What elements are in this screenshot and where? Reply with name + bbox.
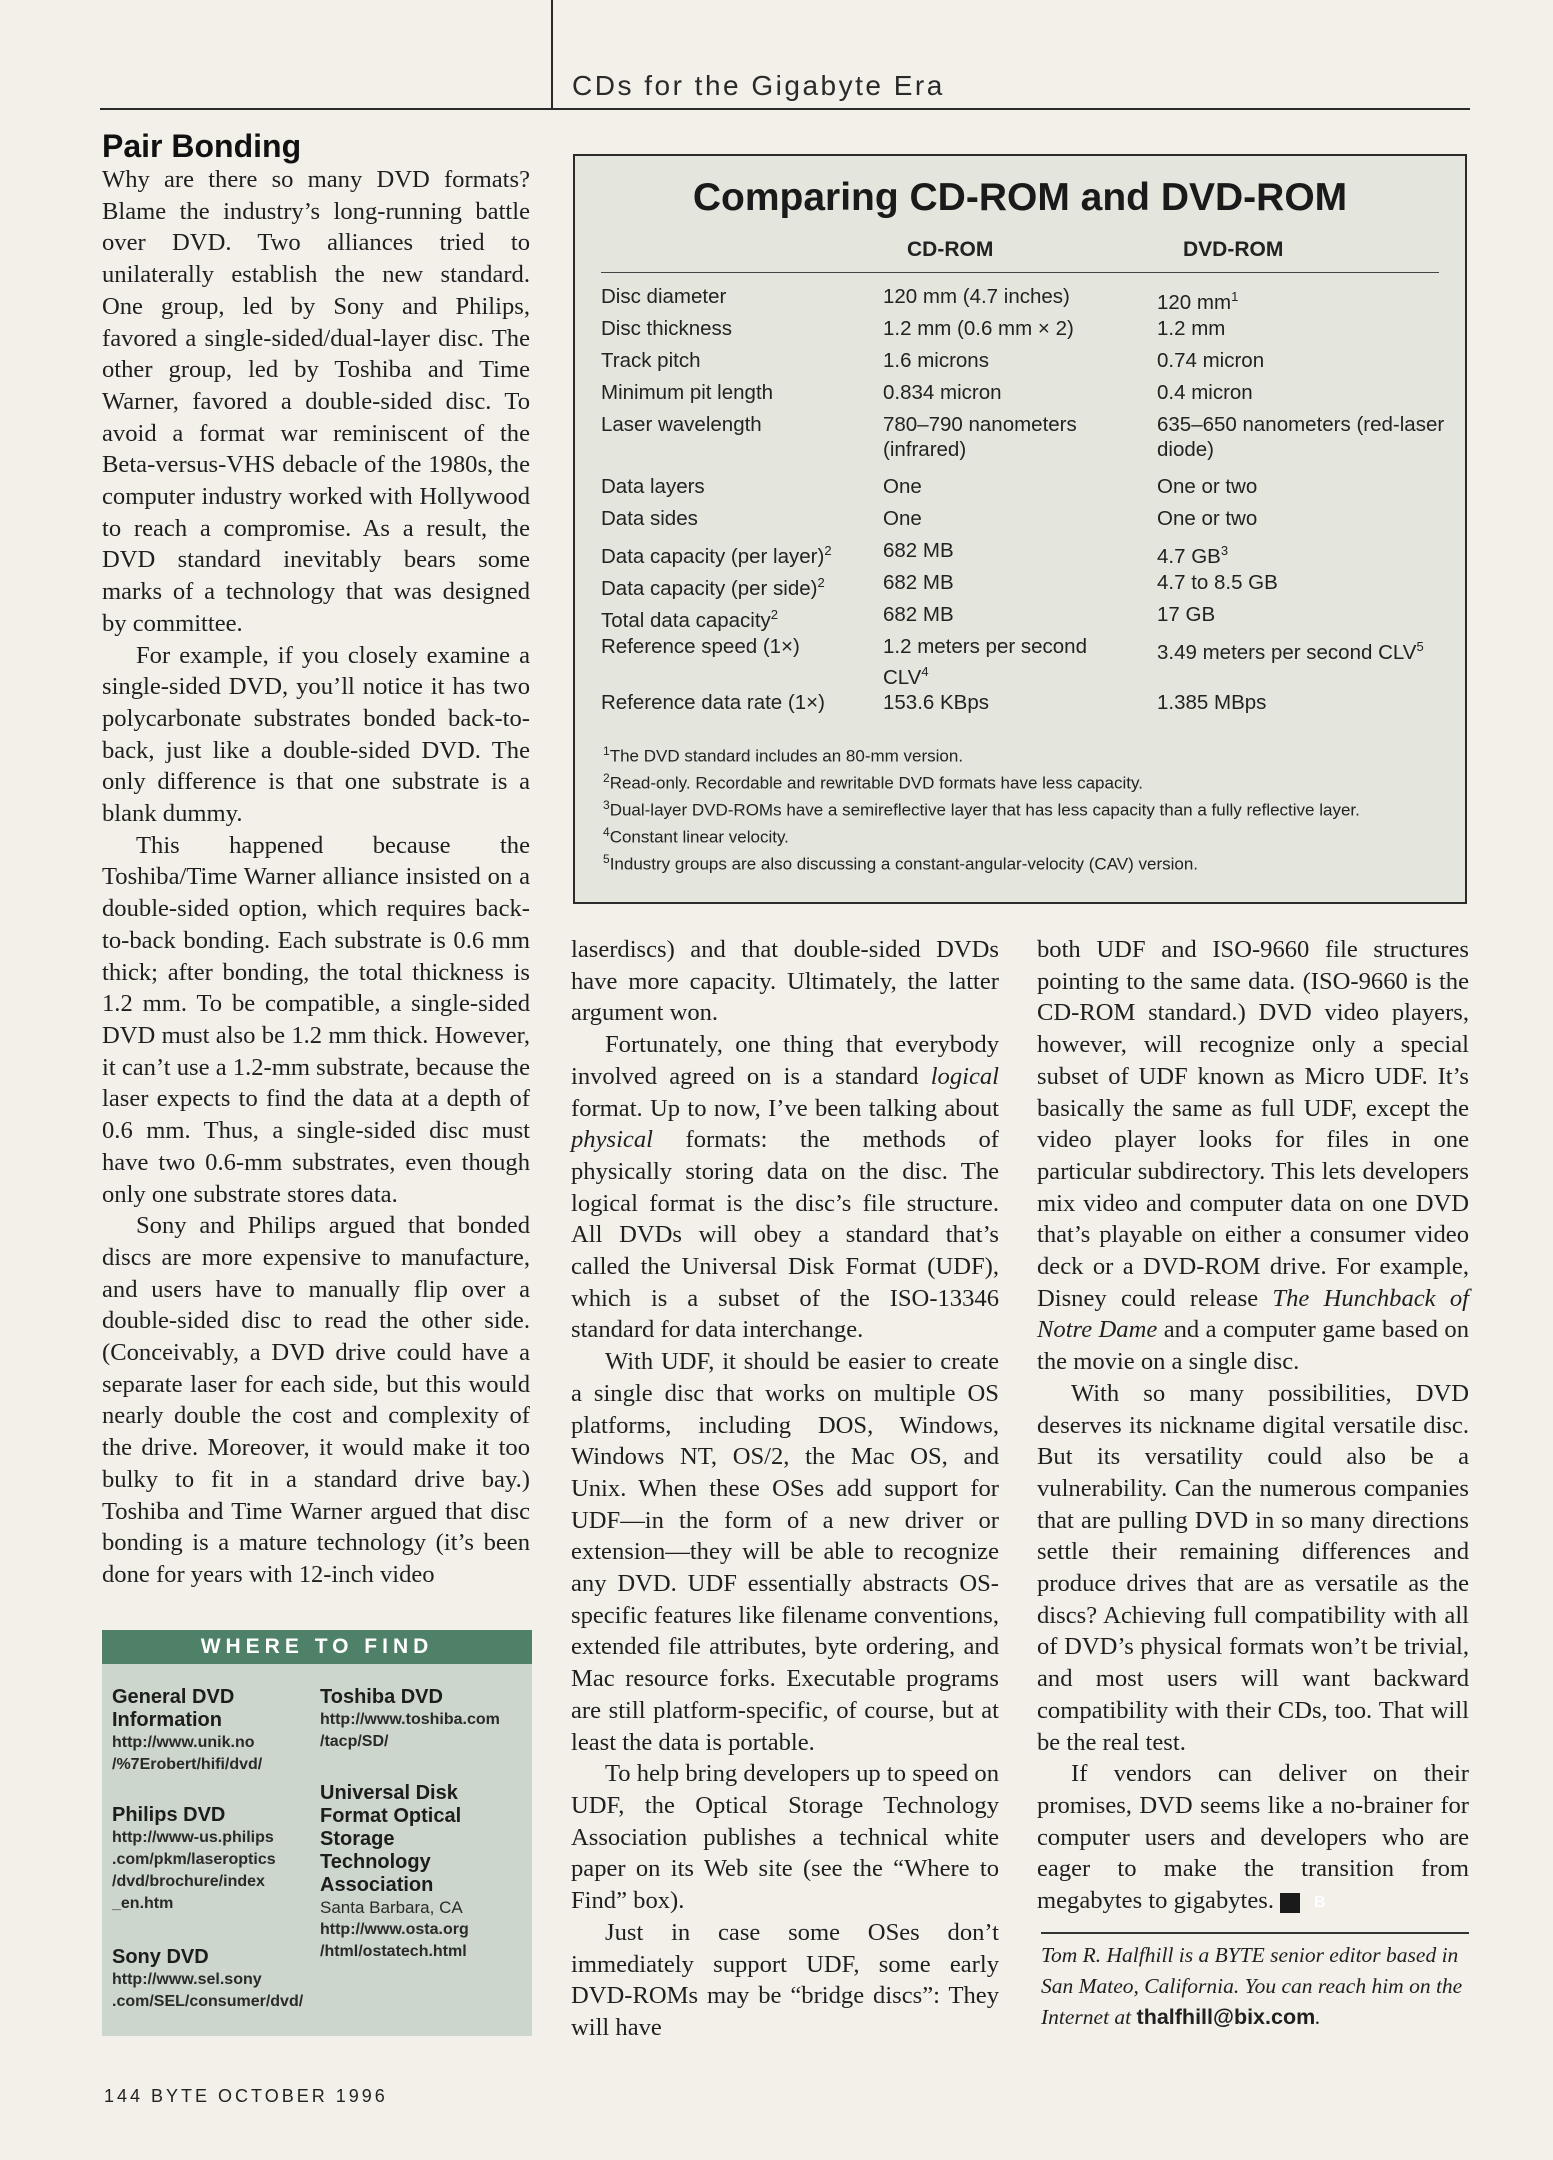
cd-rom-value: 1.2 mm (0.6 mm × 2) [883, 317, 1074, 340]
row-label: Reference speed (1×) [601, 635, 800, 658]
table-header-rule [601, 272, 1439, 273]
dvd-rom-value: 3.49 meters per second CLV$^5$ [1157, 639, 1424, 664]
dvd-rom-value: One or two [1157, 475, 1258, 498]
paragraph: To help bring developers up to speed on UDF, the Optical Storage Technology Association publishes a technical white paper on its Web site (see the “Where to Find” box). [571, 1760, 999, 1915]
row-label: Laser wavelength [601, 413, 762, 436]
comparison-table-box [573, 154, 1467, 904]
paragraph: With so many possibilities, DVD deserves its nickname digital versatile disc. But its versatility could also be a vulnerability. Can the numerous companies that are pulling DVD in so many directions settle their remaining differences and produce drives that are as versatile as the discs? Achieving full compatibility with all of DVD’s physical formats won’t be trivial, and most users will want backward compatibility with their CDs, too. That will be the real test. [1037, 1379, 1469, 1756]
footnote-marker: 4 [921, 664, 929, 679]
resource-name: Sony DVD [112, 1946, 209, 1968]
footnote-marker: 3 [1220, 543, 1229, 558]
dvd-rom-value: One or two [1157, 507, 1258, 530]
cd-rom-value: 682 MB [883, 603, 954, 626]
table-title: Comparing CD-ROM and DVD-ROM [692, 176, 1348, 219]
dvd-rom-value: 1.2 mm [1157, 317, 1226, 340]
resource-url[interactable]: /%7Erobert/hifi/dvd/ [112, 1756, 263, 1773]
column-header-dvd-rom: DVD-ROM [1183, 238, 1284, 261]
row-label: Track pitch [601, 349, 701, 372]
paragraph: For example, if you closely examine a single-sided DVD, you’ll notice it has two polycarbonate substrates bonded back-to-back, just like a double-sided DVD. The only difference is that one substrate is a blank dummy. [102, 641, 530, 828]
paragraph: laserdiscs) and that double-sided DVDs have more capacity. Ultimately, the latter argument won. [571, 936, 999, 1027]
dvd-rom-value: 635–650 nanometers (red-laser diode) [1157, 413, 1445, 461]
footnote-marker: 1 [1231, 289, 1239, 304]
row-label: Data sides [601, 507, 698, 530]
paragraph: With UDF, it should be easier to create a single disc that works on multiple OS platforms, including DOS, Windows, Windows NT, OS/2, the Mac OS, and Unix. When these OSes add support for UDF—in the form of a new driver or extension—they will be able to recognize any DVD. UDF essentially abstracts OS-specific features like filename conventions, extended file attributes, byte ordering, and Mac resource forks. Executable programs are still platform-specific, of course, but at least the data is portable. [571, 1348, 999, 1756]
running-head: CDs for the Gigabyte Era [572, 70, 945, 101]
cd-rom-value: 682 MB [883, 571, 954, 594]
cd-rom-value: 120 mm (4.7 inches) [883, 285, 1070, 308]
resource-general-dvd [112, 1686, 312, 1776]
row-label: Minimum pit length [601, 381, 774, 404]
dvd-rom-value: 4.7 to 8.5 GB [1157, 571, 1278, 594]
resource-url[interactable]: http://www.osta.org [320, 1921, 469, 1938]
resource-osta [320, 1782, 490, 1963]
resource-toshiba-dvd [320, 1686, 530, 1753]
emphasis: physical [571, 1126, 653, 1154]
article-column-2 [571, 934, 999, 2044]
resource-location: Santa Barbara, CA [320, 1898, 463, 1917]
resource-name: General DVD Information [112, 1686, 235, 1731]
table-footnote: $^4$Constant linear velocity. [603, 825, 789, 847]
section-heading: Pair Bonding [102, 128, 302, 164]
cd-rom-value: 780–790 nanometers (infrared) [883, 413, 1077, 461]
row-label: Total data capacity$^2$ [601, 607, 779, 632]
where-to-find-box [102, 1630, 532, 2036]
resource-sony-dvd [112, 1946, 317, 2013]
row-label: Disc thickness [601, 317, 733, 340]
author-bio: Tom R. Halfhill is a BYTE senior editor based in San Mateo, California. You can reach him on the Internet at thalfhill@bix.com. [1041, 1943, 1463, 2029]
column-header-cd-rom: CD-ROM [907, 238, 994, 261]
emphasis: The Hunchback of Notre Dame [1037, 1284, 1469, 1344]
resource-url[interactable]: _en.htm [112, 1895, 174, 1912]
row-label: Disc diameter [601, 285, 727, 308]
dvd-rom-value: 120 $mm^1$ [1157, 289, 1239, 314]
footnote-marker: 2 [770, 607, 779, 622]
cd-rom-value: One [883, 507, 922, 530]
row-label: Reference data rate (1×) [601, 691, 825, 714]
cd-rom-value: 1.2 meters per second CLV$^4$ [883, 635, 1087, 689]
footnote-marker: 2 [824, 543, 832, 558]
page-footer: 144 BYTE OCTOBER 1996 [104, 2086, 388, 2106]
dvd-rom-value: 1.385 MBps [1157, 691, 1267, 714]
row-label: Data capacity (per side)$^2$ [601, 575, 825, 600]
resource-url[interactable]: /tacp/SD/ [320, 1733, 389, 1750]
dvd-rom-value: 17 GB [1157, 603, 1216, 626]
table-footnote: $^5$Industry groups are also discussing a constant-angular-velocity (CAV) version. [603, 852, 1199, 874]
row-label: Data layers [601, 475, 705, 498]
resource-url[interactable]: http://www-us.philips [112, 1829, 274, 1846]
paragraph: This happened because the Toshiba/Time Warner alliance insisted on a double-sided option, which requires back-to-back bonding. Each substrate is 0.6 mm thick; after bonding, the total thickness is 1.2 mm. To be compatible, a single-sided DVD must also be 1.2 mm thick. However, it can’t use a 1.2-mm substrate, because the laser expects to find the data at a depth of 0.6 mm. Thus, a single-sided disc must have two 0.6-mm substrates, even though only one substrate stores data. [102, 831, 530, 1208]
paragraph: Sony and Philips argued that bonded discs are more expensive to manufacture, and users have to manually flip over a double-sided disc to read the other side. (Conceivably, a DVD drive could have a separate laser for each side, but this would nearly double the cost and complexity of the drive. Moreover, it would make it too bulky to fit in a standard drive bay.) Toshiba and Time Warner argued that disc bonding is a mature technology (it’s been done for years with 12-inch video [102, 1212, 530, 1588]
paragraph: Why are there so many DVD formats? Blame the industry’s long-running battle over DVD. Two alliances tried to unilaterally establish the new standard. One group, led by Sony and Philips, favored a single-sided/dual-layer disc. The other group, led by Toshiba and Time Warner, favored a double-sided disc. To avoid a format war reminiscent of the Beta-versus-VHS debacle of the 1980s, the computer industry worked with Hollywood to reach a compromise. As a result, the DVD standard inevitably bears some marks of a technology that was designed by committee. [102, 166, 530, 637]
cd-rom-value: 153.6 KBps [883, 691, 989, 714]
cd-rom-value: One [883, 475, 922, 498]
cd-rom-value: 0.834 micron [883, 381, 1002, 404]
author-email-link[interactable]: thalfhill@bix.com [1136, 2005, 1316, 2029]
resource-url[interactable]: http://www.toshiba.com [320, 1711, 500, 1728]
row-label: Data capacity (per layer)$^2$ [601, 543, 832, 568]
resource-url[interactable]: /dvd/brochure/index [112, 1873, 265, 1890]
resource-name: Toshiba DVD [320, 1686, 443, 1708]
table-footnote: $^1$The DVD standard includes an 80-mm version. [603, 744, 964, 766]
cd-rom-value: 682 MB [883, 539, 954, 562]
paragraph: If vendors can deliver on their promises, DVD seems like a no-brainer for computer users and developers who are eager to make the transition from megabytes to gigabytes. B [1037, 1760, 1469, 1915]
article-column-3 [1037, 934, 1469, 1917]
cd-rom-value: 1.6 microns [883, 349, 989, 372]
resource-url[interactable]: .com/pkm/laseroptics [112, 1851, 276, 1868]
dvd-rom-value: 4.7 $GB^3$ [1157, 543, 1229, 568]
dvd-rom-value: 0.4 micron [1157, 381, 1253, 404]
resource-url[interactable]: http://www.unik.no [112, 1734, 255, 1751]
paragraph: both UDF and ISO-9660 file structures pointing to the same data. (ISO-9660 is the CD-ROM standard.) DVD video players, however, will recognize only a special subset of UDF known as Micro UDF. It’s basically the same as full UDF, except the video player looks for files in one particular subdirectory. This lets developers mix video and computer data on one DVD that’s playable on either a consumer video deck or a DVD-ROM drive. For example, Disney could release The Hunchback of Notre Dame and a computer game based on the movie on a single disc. [1037, 936, 1469, 1376]
resource-url[interactable]: .com/SEL/consumer/dvd/ [112, 1993, 304, 2010]
resource-name: Universal Disk Format Optical Storage Technology Association [320, 1782, 462, 1896]
paragraph: Just in case some OSes don’t immediately support UDF, some early DVD-ROMs may be “bridge discs”: They will have [571, 1918, 999, 2041]
header-vertical-rule [551, 0, 553, 108]
paragraph: Fortunately, one thing that everybody involved agreed on is a standard logical format. Up to now, I’ve been talking about physical formats: the methods of physically storing data on the disc. The logical format is the disc’s file structure. All DVDs will obey a standard that’s called the Universal Disk Format (UDF), which is a subset of the ISO-13346 standard for data interchange. [571, 1031, 999, 1344]
resource-name: Philips DVD [112, 1804, 226, 1826]
where-to-find-title: WHERE TO FIND [102, 1630, 532, 1664]
resource-philips-dvd [112, 1804, 317, 1915]
dvd-rom-value: 0.74 micron [1157, 349, 1265, 372]
footnote-marker: 2 [817, 575, 825, 590]
footnote-marker: 5 [1416, 639, 1424, 654]
header-horizontal-rule [100, 108, 1470, 110]
resource-url[interactable]: /html/ostatech.html [320, 1943, 467, 1960]
table-footnote: $^2$Read-only. Recordable and rewritable DVD formats have less capacity. [603, 771, 1143, 793]
emphasis: logical [930, 1062, 999, 1090]
article-column-1 [102, 164, 530, 1591]
table-footnote: $^3$Dual-layer DVD-ROMs have a semireflective layer that has less capacity than a fully reflective layer. [603, 798, 1360, 820]
byte-end-mark-icon: B [1280, 1893, 1300, 1913]
resource-url[interactable]: http://www.sel.sony [112, 1971, 262, 1988]
author-bio-rule [1041, 1932, 1469, 1934]
